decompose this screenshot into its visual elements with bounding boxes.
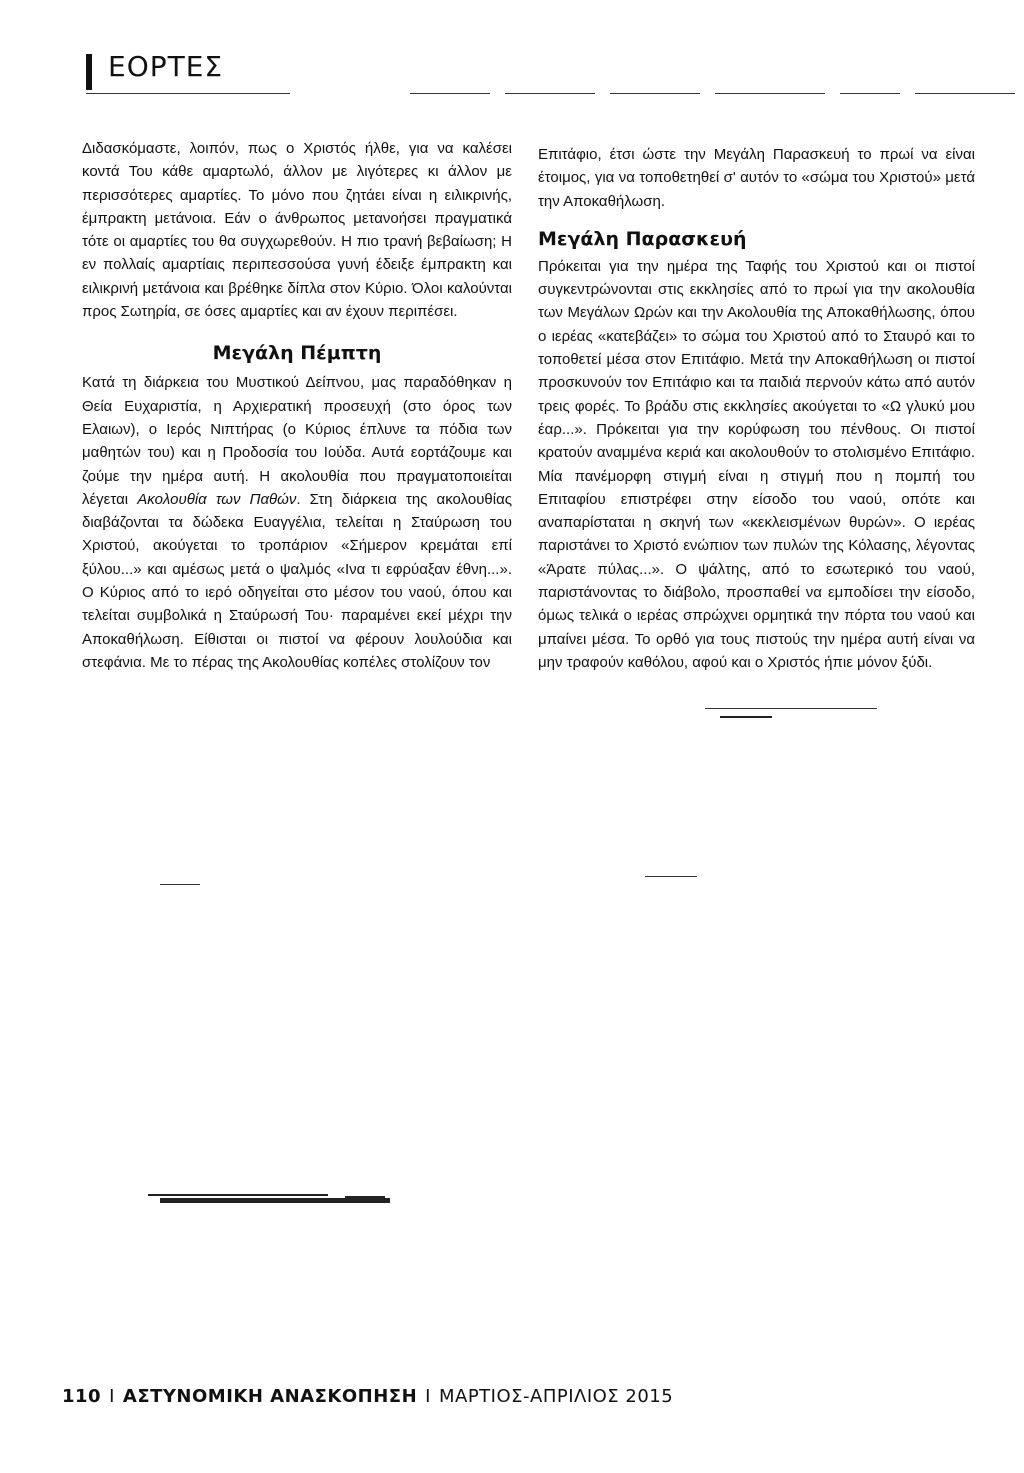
page-footer (62, 1386, 673, 1407)
scan-mark (345, 1196, 385, 1203)
intro-paragraph: Διδασκόμαστε, λοιπόν, πως ο Χριστός ήλθε, για να καλέσει κοντά Του κάθε αμαρτωλό, άλλον με λιγότερες κι άλλον με περισσότερες αμαρτίες. Το μόνο που ζητάει είναι η ειλικρινής, έμπρακτη μετάνοια. Εάν ο άνθρωπος μετανοήσει πραγματικά τότε οι αμαρτίες του θα συγχωρεθούν. Η πιο τρανή βεβαίωση; Η εν πολλαίς αμαρτίαις περιπεσσούσα γυνή έδειξε έμπρακτη και ειλικρινή μετάνοια και βρέθηκε δίπλα στον Κύριο. Όλοι καλούνται προς Σωτηρία, σε όσες αμαρτίες και αν έχουν περιπέσει. (82, 140, 512, 321)
thursday-text-part2: . Στη διάρκεια της ακολουθίας διαβάζονται τα δώδεκα Ευαγγέλια, τελείται η Σταύρωση του Χριστού, ακούγεται το τροπάριον «Σήμερον κρεμάται επί ξύλου...» και αμέσως μετά ο ψαλμός «Ινα τι εφρύαξαν έθνη...». Ο Κύριος από το ιερό οδηγείται στο μέσον του ναού, όπου και τελείται συμβολικά η Σταύρωσή Του· παραμένει εκεί μέχρι την Αποκαθήλωση. Είθισται οι πιστοί να φέρουν λουλούδια και στεφάνια. Με το πέρας της Ακολουθίας κοπέλες στολίζουν τον (82, 490, 512, 671)
thursday-service-name: Ακολουθία των Παθών (137, 490, 297, 508)
thursday-text-part1: Κατά τη διάρκεια του Μυστικού Δείπνου, μας παραδόθηκαν η Θεία Ευχαριστία, η Αρχιερατική προσευχή (στο όρος των Ελαιων), ο Ιερός Νιπτήρας (ο Κύριος έπλυνε τα πόδια των μαθητών του) και η Προδοσία του Ιούδα. Αυτά εορτάζουμε και ζούμε την ημέρα αυτή. Η ακολουθία που πραγματοποιείται λέγεται (82, 374, 512, 508)
scan-mark (148, 1194, 328, 1196)
heading-holy-thursday: Μεγάλη Πέμπτη (212, 342, 382, 365)
header-accent-bar (86, 54, 92, 90)
header-rule-dash (715, 93, 825, 94)
magazine-name: ΑΣΤΥΝΟΜΙΚΗ ΑΝΑΣΚΟΠΗΣΗ (122, 1386, 418, 1407)
scan-mark (720, 716, 772, 718)
thursday-paragraph (82, 371, 512, 674)
header-rule-dash (610, 93, 700, 94)
scan-line (705, 708, 877, 709)
header-rule-dash (410, 93, 490, 94)
header-rule-dash (505, 93, 595, 94)
footer-separator: I (425, 1386, 431, 1407)
header-rule-dash (840, 93, 900, 94)
heading-good-friday: Μεγάλη Παρασκευή (538, 227, 747, 250)
right-column (538, 143, 975, 674)
scan-line (160, 884, 200, 885)
footer-separator: I (109, 1386, 115, 1407)
left-column (82, 137, 512, 674)
continuation-paragraph: Επιτάφιο, έτσι ώστε την Μεγάλη Παρασκευή το πρωί να είναι έτοιμος, για να τοποθετηθεί σ' αυτόν το «σώμα του Χριστού» μετά την Αποκαθήλωση. (538, 146, 975, 210)
header-rule-dash (915, 93, 1015, 94)
friday-paragraph: Πρόκειται για την ημέρα της Ταφής του Χριστού και οι πιστοί συγκεντρώνονται στις εκκλησίες από το πρωί για την ακολουθία των Μεγάλων Ωρών και την Ακολουθία της Αποκαθήλωσης, όπου ο ιερέας «κατεβάζει» το σώμα του Χριστού από το Σταυρό και το τοποθετεί μέσα στον Επιτάφιο. Μετά την Αποκαθήλωση οι πιστοί προσκυνούν τον Επιτάφιο και τα παιδιά περνούν κάτω από αυτόν τρεις φορές. Το βράδυ στις εκκλησίες ακούγεται το «Ω γλυκύ μου έαρ...». Πρόκειται για την κορύφωση του πένθους. Οι πιστοί κρατούν αναμμένα κεριά και ακολουθούν το στολισμένο Επιτάφιο. Μία πανέμορφη στιγμή είναι η στιγμή που η πομπή του Επιταφίου επιστρέφει στην είσοδο του ναού, οπότε και αναπαρίσταται η σκηνή των «κεκλεισμένων θυρών». Ο ιερέας παριστάνει το Χριστό ενώπιον των πυλών της Κόλασης, λέγοντας «Άρατε πύλας...». Ο ψάλτης, από το εσωτερικό του ναού, παριστάνοντας το διάβολο, προσπαθεί να εμποδίσει την είσοδο, όμως τελικά ο ιερέας σπρώχνει ορμητικά την πόρτα του ναού και μπαίνει μέσα. Το ορθό για τους πιστούς την ημέρα αυτή είναι να μην τραφούν καθόλου, αφού και ο Χριστός ήπιε μόνον ξύδι. (538, 257, 975, 671)
section-title: ΕΟΡΤΕΣ (108, 50, 224, 83)
page-number: 110 (62, 1386, 102, 1407)
header-rule (86, 93, 290, 94)
issue-date: ΜΑΡΤΙΟΣ-ΑΠΡΙΛΙΟΣ 2015 (438, 1386, 674, 1407)
scan-line (645, 876, 697, 877)
